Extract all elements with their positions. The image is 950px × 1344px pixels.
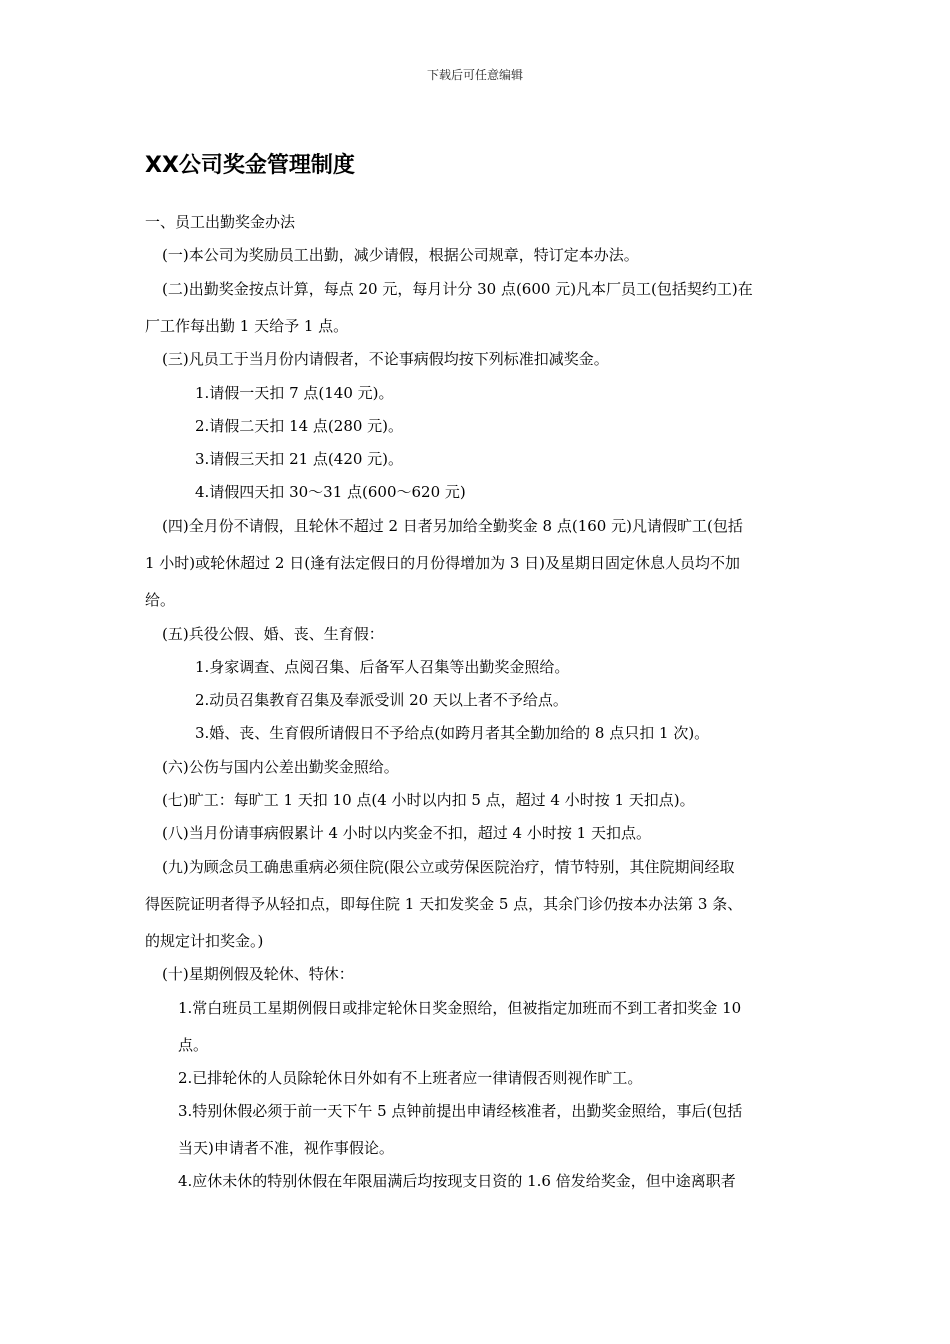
list-item: 3.婚、丧、生育假所请假日不予给点(如跨月者其全勤加给的 8 点只扣 1 次)。: [195, 724, 710, 742]
section-heading: 一、员工出勤奖金办法: [145, 213, 296, 231]
paragraph-line: (十)星期例假及轮休、特休：: [162, 965, 354, 983]
list-item: 点。: [178, 1036, 209, 1054]
paragraph-line: 厂工作每出勤 1 天给予 1 点。: [145, 317, 349, 335]
paragraph-line: (六)公伤与国内公差出勤奖金照给。: [162, 758, 399, 776]
page-header: 下载后可任意编辑: [426, 68, 523, 82]
document-title: XX公司奖金管理制度: [145, 153, 355, 178]
paragraph-line: 的规定计扣奖金。): [145, 932, 264, 950]
list-item: 3.请假三天扣 21 点(420 元)。: [195, 450, 404, 468]
paragraph-line: (一)本公司为奖励员工出勤，减少请假，根据公司规章，特订定本办法。: [162, 246, 639, 264]
list-item: 当天)申请者不准，视作事假论。: [178, 1139, 394, 1157]
list-item: 2.已排轮休的人员除轮休日外如有不上班者应一律请假否则视作旷工。: [178, 1069, 643, 1087]
paragraph-line: 得医院证明者得予从轻扣点，即每住院 1 天扣发奖金 5 点，其余门诊仍按本办法第 3 条、: [145, 895, 743, 913]
paragraph-line: 给。: [145, 591, 176, 609]
paragraph-line: (九)为顾念员工确患重病必须住院(限公立或劳保医院治疗，情节特别，其住院期间经取: [162, 858, 735, 876]
list-item: 1.身家调查、点阅召集、后备军人召集等出勤奖金照给。: [195, 658, 570, 676]
list-item: 1.常白班员工星期例假日或排定轮休日奖金照给，但被指定加班而不到工者扣奖金 10: [178, 999, 742, 1017]
paragraph-line: (四)全月份不请假，且轮休不超过 2 日者另加给全勤奖金 8 点(160 元)凡请假旷工(包括: [162, 517, 743, 535]
paragraph-line: (五)兵役公假、婚、丧、生育假：: [162, 625, 384, 643]
list-item: 4.请假四天扣 30～31 点(600～620 元): [195, 483, 466, 501]
list-item: 2.请假二天扣 14 点(280 元)。: [195, 417, 404, 435]
list-item: 4.应休未休的特别休假在年限届满后均按现支日资的 1.6 倍发给奖金，但中途离职者: [178, 1172, 736, 1190]
list-item: 3.特别休假必须于前一天下午 5 点钟前提出申请经核准者，出勤奖金照给，事后(包括: [178, 1102, 743, 1120]
list-item: 1.请假一天扣 7 点(140 元)。: [195, 384, 394, 402]
paragraph-line: (二)出勤奖金按点计算，每点 20 元，每月计分 30 点(600 元)凡本厂员工(包括契约工)在: [162, 280, 753, 298]
paragraph-line: (三)凡员工于当月份内请假者，不论事病假均按下列标准扣减奖金。: [162, 350, 609, 368]
list-item: 2.动员召集教育召集及奉派受训 20 天以上者不予给点。: [195, 691, 568, 709]
paragraph-line: (八)当月份请事病假累计 4 小时以内奖金不扣，超过 4 小时按 1 天扣点。: [162, 824, 651, 842]
paragraph-line: 1 小时)或轮休超过 2 日(逢有法定假日的月份得增加为 3 日)及星期日固定休息人员均不加: [145, 554, 741, 572]
paragraph-line: (七)旷工：每旷工 1 天扣 10 点(4 小时以内扣 5 点，超过 4 小时按 1 天扣点)。: [162, 791, 695, 809]
